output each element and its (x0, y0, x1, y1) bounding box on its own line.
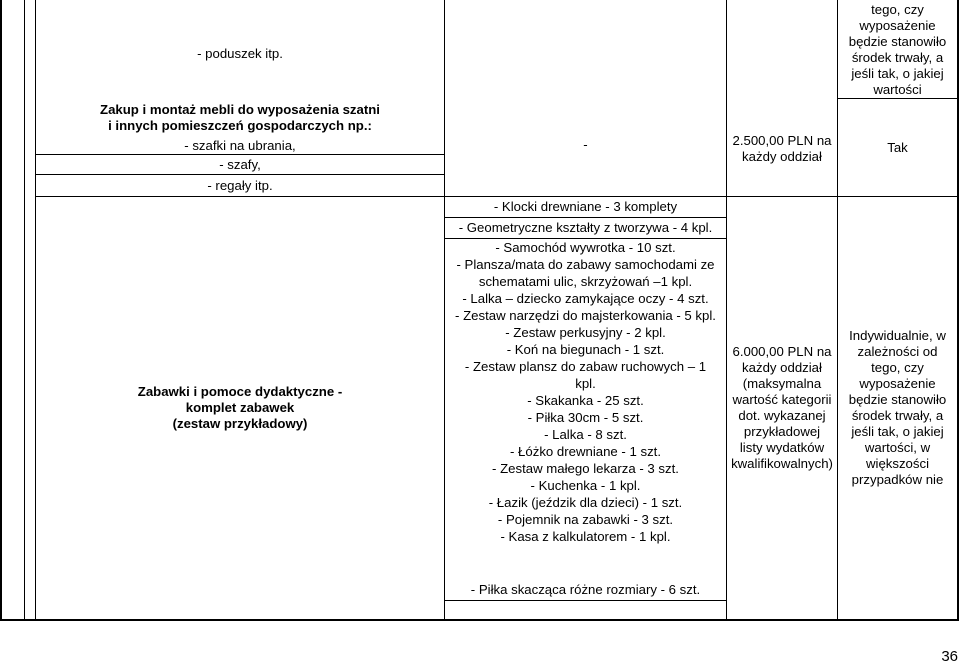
decision-cell (838, 197, 957, 619)
category-title-line: komplet zabawek (185, 400, 295, 415)
price-line: każdy oddział (742, 149, 822, 164)
price-line: dot. wykazanej (738, 408, 826, 423)
decision-cell (838, 2, 957, 98)
toy-item (445, 197, 726, 217)
decision-line: przypadków nie (851, 472, 944, 487)
item-line: - poduszek itp. (197, 46, 283, 61)
price-line: (maksymalna (742, 376, 822, 391)
item-line: - regały itp. (207, 177, 273, 193)
price-line: każdy oddział (742, 360, 822, 375)
price-line: listy wydatków (739, 440, 825, 455)
item-heading-line: i innych pomieszczeń gospodarczych np.: (108, 118, 372, 133)
toy-item-text: kpl. (575, 376, 596, 391)
category-title-line: (zestaw przykładowy) (172, 416, 308, 431)
toy-item-text: - Pojemnik na zabawki - 3 szt. (497, 512, 674, 527)
contents-cell (445, 135, 726, 155)
decision-line: środek trwały, a (851, 50, 944, 65)
price-line: kwalifikowalnych) (731, 456, 833, 471)
decision-line: tego, czy (871, 2, 924, 17)
toy-item-text: - Skakanka - 25 szt. (527, 393, 644, 408)
toy-item-text: - Lalka – dziecko zamykające oczy - 4 szt. (462, 291, 709, 306)
toy-item-text: - Plansza/mata do zabawy samochodami ze (456, 257, 715, 272)
toy-item-text: - Piłka skacząca różne rozmiary - 6 szt. (470, 582, 701, 597)
toy-item-text: - Łóżko drewniane - 1 szt. (510, 444, 661, 459)
decision-cell (838, 99, 957, 196)
toy-item (445, 580, 726, 600)
item-line: - szafy, (219, 156, 261, 172)
toy-item-text: schematami ulic, skrzyżowań –1 kpl. (478, 274, 693, 289)
item-text (36, 175, 444, 196)
decision-line: wartości, w (864, 440, 931, 455)
page-number: 36 (941, 648, 958, 665)
table-border-right (957, 0, 959, 621)
item-text (36, 155, 444, 174)
price-line: 2.500,00 PLN na (732, 133, 832, 148)
decision-line: jeśli tak, o jakiej (851, 424, 944, 439)
decision-line: wyposażenie (859, 18, 936, 33)
column-divider (24, 0, 25, 621)
item-heading (36, 98, 444, 138)
item-heading-line: Zakup i montaż mebli do wyposażenia szatni (100, 102, 380, 117)
category-title (36, 197, 444, 619)
toy-item-text: - Łazik (jeździk dla dzieci) - 1 szt. (488, 495, 683, 510)
decision-value: Tak (887, 139, 908, 155)
table-border-bottom (0, 619, 959, 621)
price-line: wartość kategorii (732, 392, 832, 407)
toy-item-text: - Zestaw narzędzi do majsterkowania - 5 kpl. (455, 308, 716, 323)
price-cell (727, 197, 837, 619)
item-line: - szafki na ubrania, (184, 138, 296, 153)
contents-dash: - (583, 137, 588, 152)
toy-item-text: - Kasa z kalkulatorem - 1 kpl. (500, 529, 671, 544)
decision-line: zależności od (857, 344, 938, 359)
toy-item-text: - Geometryczne kształty z tworzywa - 4 kpl. (458, 220, 713, 235)
toy-item-text: - Piłka 30cm - 5 szt. (527, 410, 644, 425)
decision-line: Indywidualnie, w (849, 328, 946, 343)
toy-item-text: - Samochód wywrotka - 10 szt. (495, 240, 676, 255)
row-divider (445, 600, 727, 601)
toy-item-text: - Koń na biegunach - 1 szt. (506, 342, 665, 357)
price-line: przykładowej (743, 424, 821, 439)
decision-line: wartości (873, 82, 922, 97)
toy-item-text: - Zestaw perkusyjny - 2 kpl. (505, 325, 666, 340)
decision-line: tego, czy (871, 360, 924, 375)
table-border-left (0, 0, 2, 621)
category-title-line: Zabawki i pomoce dydaktyczne - (137, 384, 343, 399)
toy-item-list (445, 238, 726, 600)
toy-item (445, 218, 726, 238)
price-line: 6.000,00 PLN na (732, 344, 832, 359)
item-text (36, 137, 444, 155)
price-cell (727, 130, 837, 168)
toy-item-text: - Zestaw plansz do zabaw ruchowych – 1 (464, 359, 707, 374)
decision-line: wyposażenie (859, 376, 936, 391)
toy-item-text: - Klocki drewniane - 3 komplety (493, 199, 678, 214)
decision-line: środek trwały, a (851, 408, 944, 423)
item-text (36, 36, 444, 72)
toy-item-text: - Kuchenka - 1 kpl. (530, 478, 641, 493)
decision-line: większości (865, 456, 930, 471)
decision-line: jeśli tak, o jakiej (851, 66, 944, 81)
decision-line: będzie stanowiło (848, 34, 947, 49)
decision-line: będzie stanowiło (848, 392, 947, 407)
toy-item-text: - Zestaw małego lekarza - 3 szt. (492, 461, 679, 476)
toy-item-text: - Lalka - 8 szt. (544, 427, 627, 442)
